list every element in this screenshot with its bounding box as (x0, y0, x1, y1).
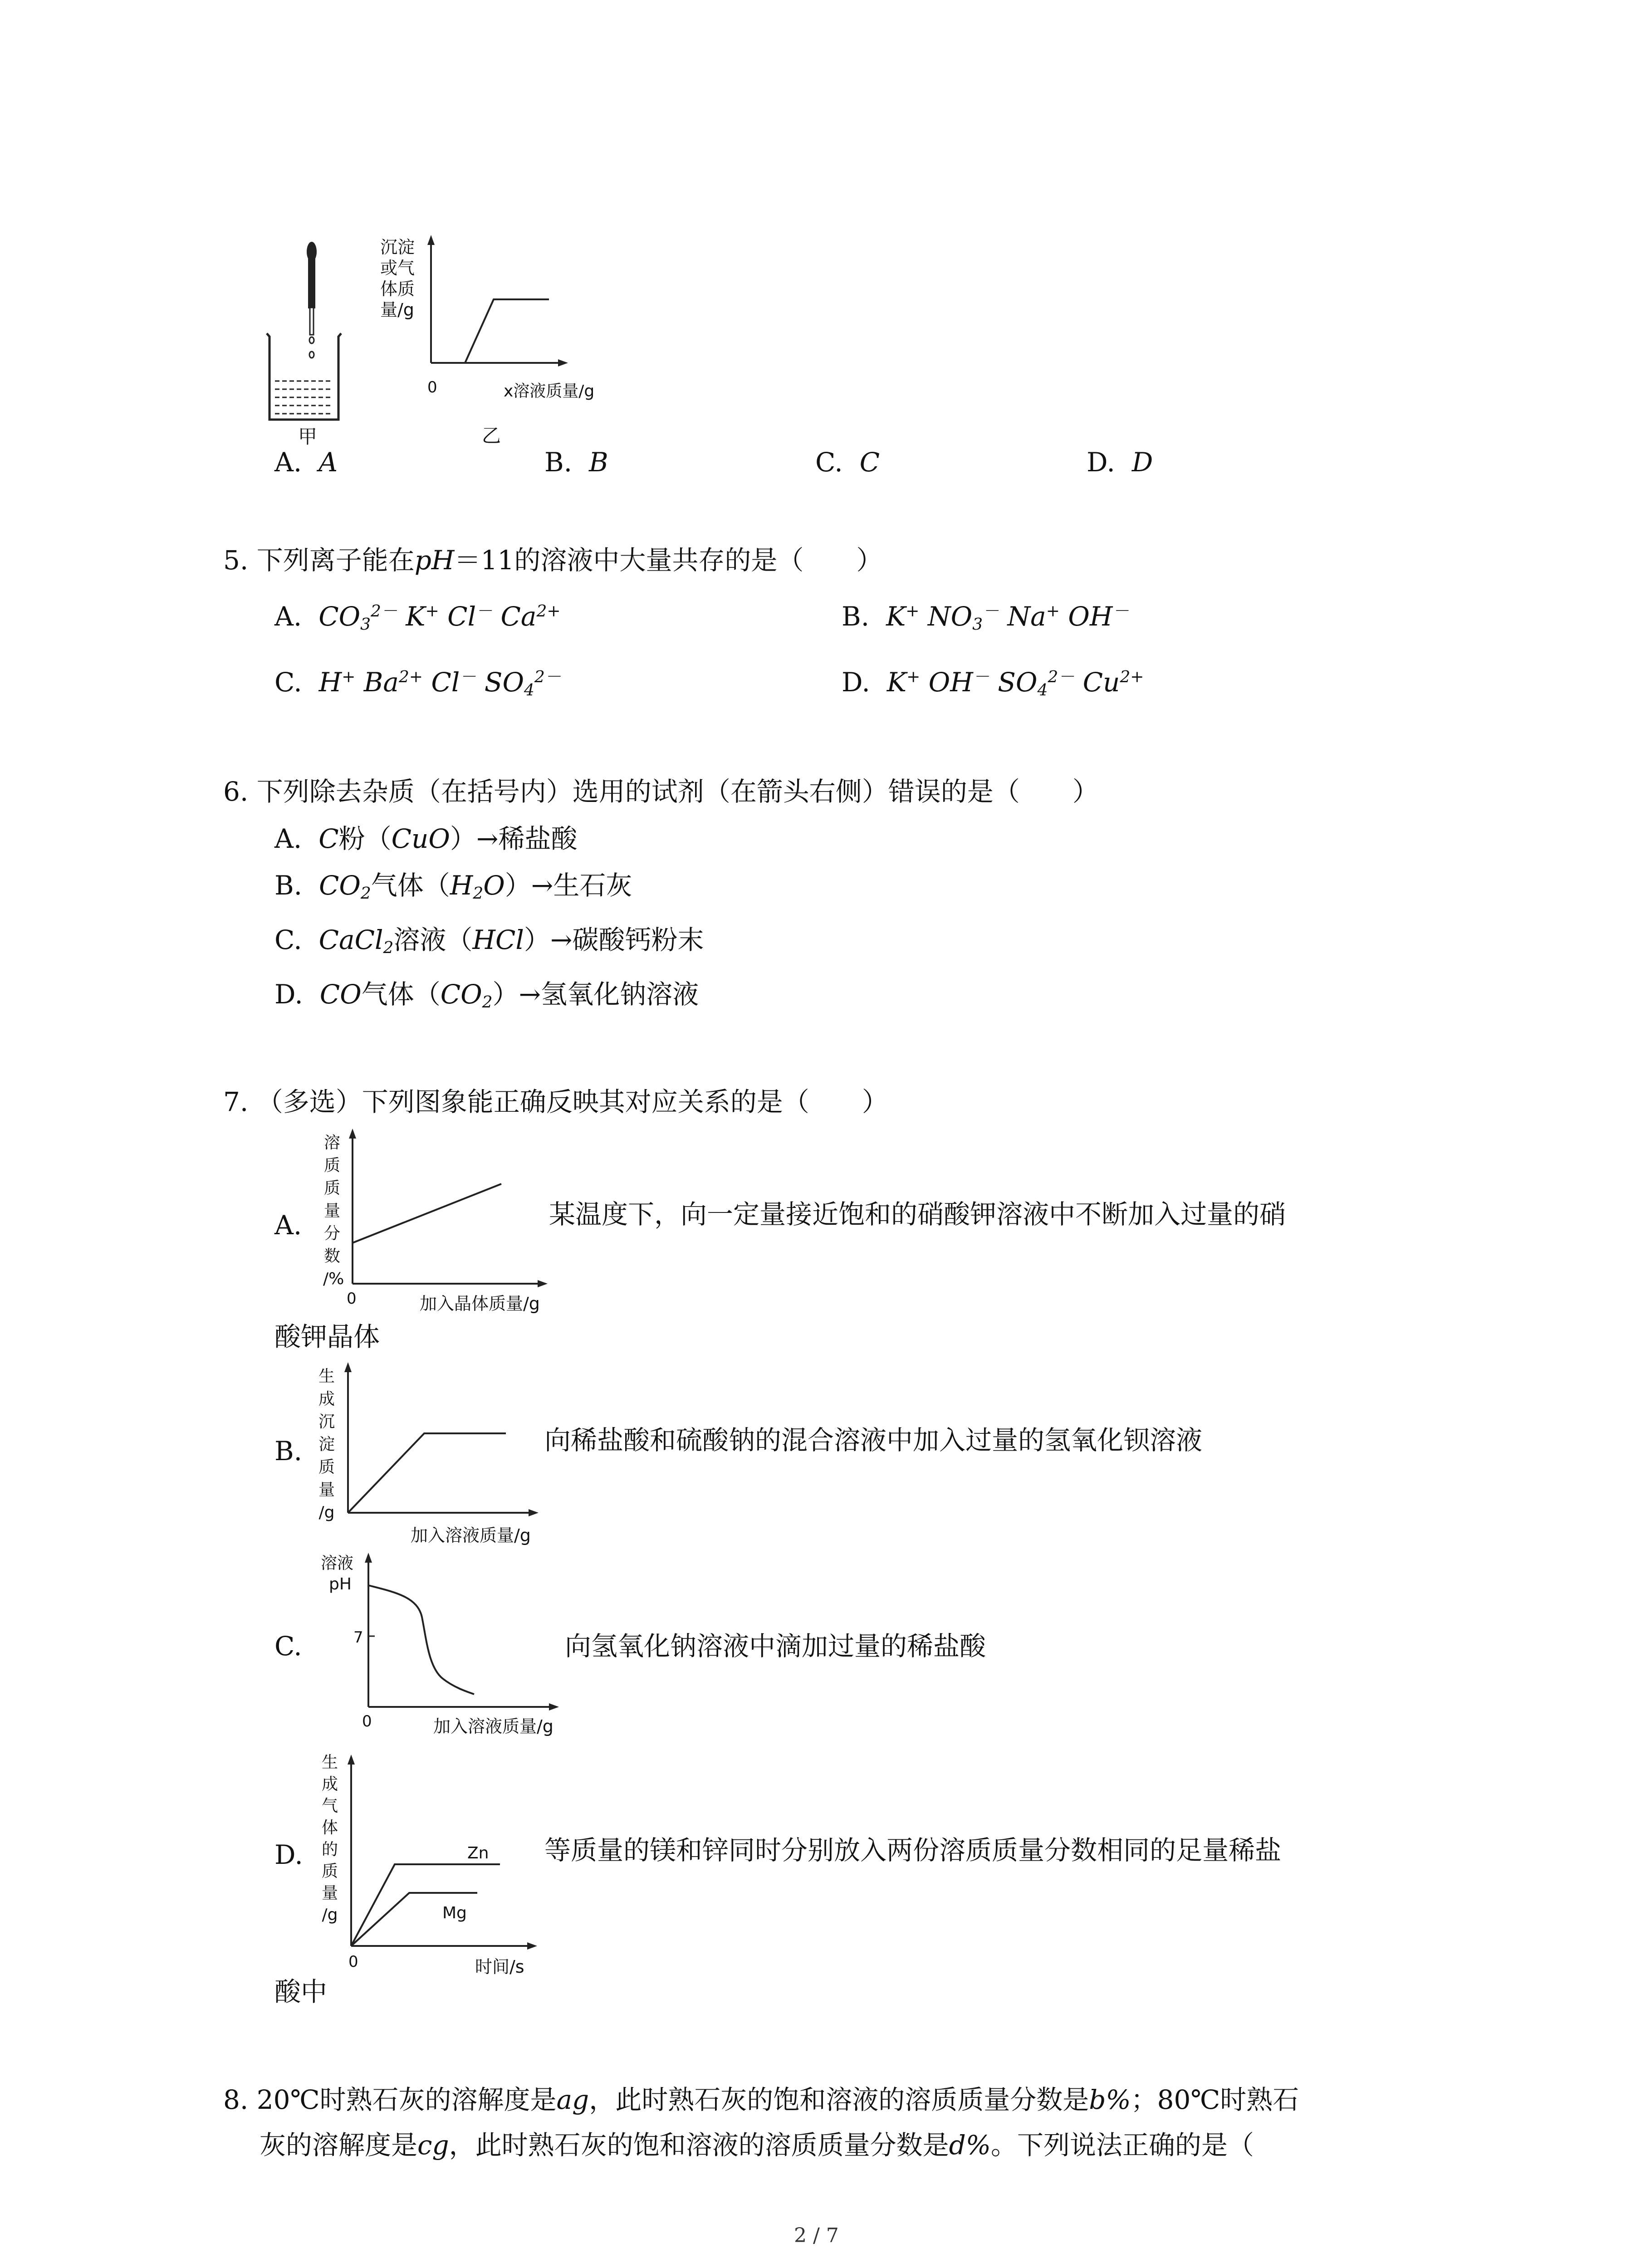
q4-option-b[interactable]: B. B (544, 447, 608, 478)
q4-option-a[interactable]: A. A (274, 447, 338, 478)
page-number: 2 / 7 (794, 2224, 839, 2247)
q7-label-d[interactable]: D. (274, 1839, 303, 1870)
q5-option-d[interactable]: D. K+ OH－ $SO_4^{2-}$ $Cu^{2+}$ (842, 667, 1144, 699)
q7d-desc-line2: 酸中 (274, 1976, 328, 2007)
q7-stem: 7. （多选）下列图象能正确反映其对应关系的是（ ） (223, 1086, 888, 1117)
q7a-desc-line1: 某温度下，向一定量接近饱和的硝酸钾溶液中不断加入过量的硝 (549, 1199, 1286, 1230)
q7a-xlabel: 加入晶体质量/g (420, 1294, 540, 1314)
q7b-ylabel: 生 成 沉 淀 质 量 /g (318, 1367, 335, 1522)
q7b-xlabel: 加入溶液质量/g (411, 1525, 531, 1545)
q4-figure-jia (254, 236, 345, 449)
fig-yi-label: 乙 (482, 425, 501, 447)
q7a-ylabel: 溶 质 质 量 分 数 /% (323, 1134, 344, 1288)
q4-figure-yi (381, 231, 626, 395)
q7d-origin: 0 (348, 1953, 358, 1971)
q6-option-d[interactable]: D. CO气体$(CO_2)\to$氢氧化钠溶液 (274, 979, 699, 1012)
q7-label-c[interactable]: C. (274, 1631, 302, 1662)
fig-jia-label: 甲 (298, 425, 318, 448)
fig-yi-xlabel: x溶液质量/g (504, 382, 595, 401)
q7c-origin: 0 (362, 1712, 372, 1730)
q7d-chart (341, 1751, 554, 1960)
q6-option-c[interactable]: C. CaCl$_2$溶液（HCl）→碳酸钙粉末 (274, 924, 704, 957)
q7b-chart (338, 1359, 560, 1526)
q5-stem: 5. 下列离子能在pH＝11的溶液中大量共存的是（ ） (223, 545, 883, 576)
q7-label-a[interactable]: A. (274, 1210, 302, 1241)
q5-option-b[interactable]: B. K+ $NO_3^-$ Na+ OH－ (842, 601, 1129, 634)
q7a-chart (343, 1125, 569, 1297)
q7d-xlabel: 时间/s (475, 1957, 524, 1977)
fig-yi-ylabel: 沉淀 或气 体质 量/g (380, 237, 415, 320)
fig-yi-origin: 0 (427, 378, 437, 396)
q4-option-d[interactable]: D. D (1087, 447, 1153, 478)
q8-line1: 8. 20℃时熟石灰的溶解度是ag，此时熟石灰的饱和溶液的溶质质量分数是b%；80℃时熟石 (223, 2084, 1299, 2115)
q7d-series-zn (351, 1864, 500, 1946)
q7c-chart (358, 1549, 585, 1721)
q5-option-c[interactable]: C. H+ $Ba^{2+}$ Cl－ $SO_4^{2-}$ (274, 667, 561, 699)
q4-option-c[interactable]: C. C (815, 447, 880, 478)
q7c-desc-line1: 向氢氧化钠溶液中滴加过量的稀盐酸 (565, 1631, 986, 1662)
q7a-origin: 0 (347, 1290, 357, 1308)
q7d-legend-mg: Mg (442, 1904, 467, 1922)
q7c-ylabel: 溶液 pH (321, 1554, 354, 1593)
q6-option-b[interactable]: B. $CO_2$气体$(H_2O)\to$生石灰 (274, 870, 632, 903)
q5-option-a[interactable]: A. $CO_3^{2-}$ K+ Cl－ $Ca^{2+}$ (274, 601, 561, 634)
q7c-xlabel: 加入溶液质量/g (433, 1716, 554, 1736)
q6-stem: 6. 下列除去杂质（在括号内）选用的试剂（在箭头右侧）错误的是（ ） (223, 776, 1099, 807)
q6-option-a[interactable]: A. C粉（CuO）→稀盐酸 (274, 823, 578, 854)
q7d-desc-line1: 等质量的镁和锌同时分别放入两份溶质质量分数相同的足量稀盐 (544, 1835, 1282, 1866)
q7d-legend-zn: Zn (467, 1844, 489, 1862)
q7a-desc-line2: 酸钾晶体 (274, 1321, 380, 1352)
q7b-desc-line1: 向稀盐酸和硫酸钠的混合溶液中加入过量的氢氧化钡溶液 (544, 1425, 1203, 1456)
q8-line2: 灰的溶解度是cg，此时熟石灰的饱和溶液的溶质质量分数是d%。下列说法正确的是（ (260, 2130, 1254, 2160)
q7c-tick: 7 (353, 1628, 363, 1647)
q7d-ylabel: 生 成 气 体 的 质 量 /g (321, 1753, 338, 1924)
q7-label-b[interactable]: B. (274, 1436, 303, 1466)
